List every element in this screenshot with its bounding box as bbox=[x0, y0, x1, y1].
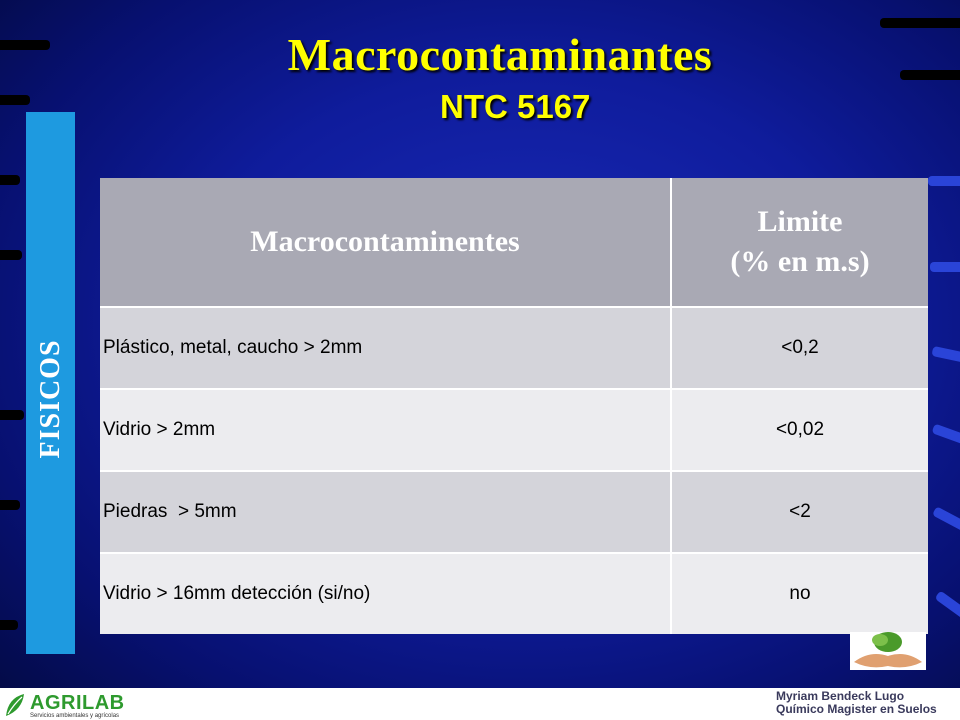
table-row bbox=[100, 553, 928, 634]
author-name: Myriam Bendeck Lugo bbox=[776, 689, 905, 703]
agrilab-logo-text: AGRILAB bbox=[30, 692, 125, 714]
decorative-stripe bbox=[931, 423, 960, 446]
contaminant-cell: Piedras > 5mm bbox=[100, 471, 671, 553]
limit-cell: <0,2 bbox=[671, 307, 928, 389]
contaminant-cell: Plástico, metal, caucho > 2mm bbox=[100, 307, 671, 389]
decorative-stripe bbox=[0, 500, 20, 510]
slide-title: Macrocontaminantes bbox=[287, 29, 713, 80]
decorative-stripe bbox=[934, 590, 960, 619]
table-row bbox=[100, 307, 928, 389]
table-row bbox=[100, 389, 928, 471]
author-credit bbox=[776, 690, 937, 716]
decorative-stripe bbox=[928, 176, 960, 186]
column-header-contaminant: Macrocontaminentes bbox=[100, 178, 671, 307]
decorative-stripe bbox=[0, 175, 20, 185]
macrocontaminants-table bbox=[100, 178, 928, 634]
slide-subtitle: NTC 5167 bbox=[440, 88, 591, 125]
limit-cell: no bbox=[671, 553, 928, 634]
table-header-row bbox=[100, 178, 928, 307]
limit-cell: <2 bbox=[671, 471, 928, 553]
decorative-stripe bbox=[880, 18, 960, 28]
decorative-stripe bbox=[0, 410, 24, 420]
sidebar-label: FISICOS bbox=[34, 339, 66, 459]
decorative-stripe bbox=[932, 506, 960, 534]
decorative-stripe bbox=[931, 346, 960, 364]
hands-plant-image bbox=[850, 632, 926, 670]
agrilab-tagline: Servicios ambientales y agrícolas bbox=[30, 713, 120, 719]
decorative-stripe bbox=[930, 262, 960, 272]
contaminant-cell: Vidrio > 16mm detección (si/no) bbox=[100, 553, 671, 634]
category-sidebar bbox=[26, 112, 75, 654]
contaminant-cell: Vidrio > 2mm bbox=[100, 389, 671, 471]
decorative-stripe bbox=[0, 620, 18, 630]
column-header-limit bbox=[671, 178, 928, 307]
limit-cell: <0,02 bbox=[671, 389, 928, 471]
limit-header-line1: Limite bbox=[757, 205, 843, 238]
author-title: Químico Magister en Suelos bbox=[776, 702, 937, 716]
decorative-stripe bbox=[0, 250, 22, 260]
decorative-stripe bbox=[0, 95, 30, 105]
table-row bbox=[100, 471, 928, 553]
limit-header-line2: (% en m.s) bbox=[730, 245, 870, 278]
